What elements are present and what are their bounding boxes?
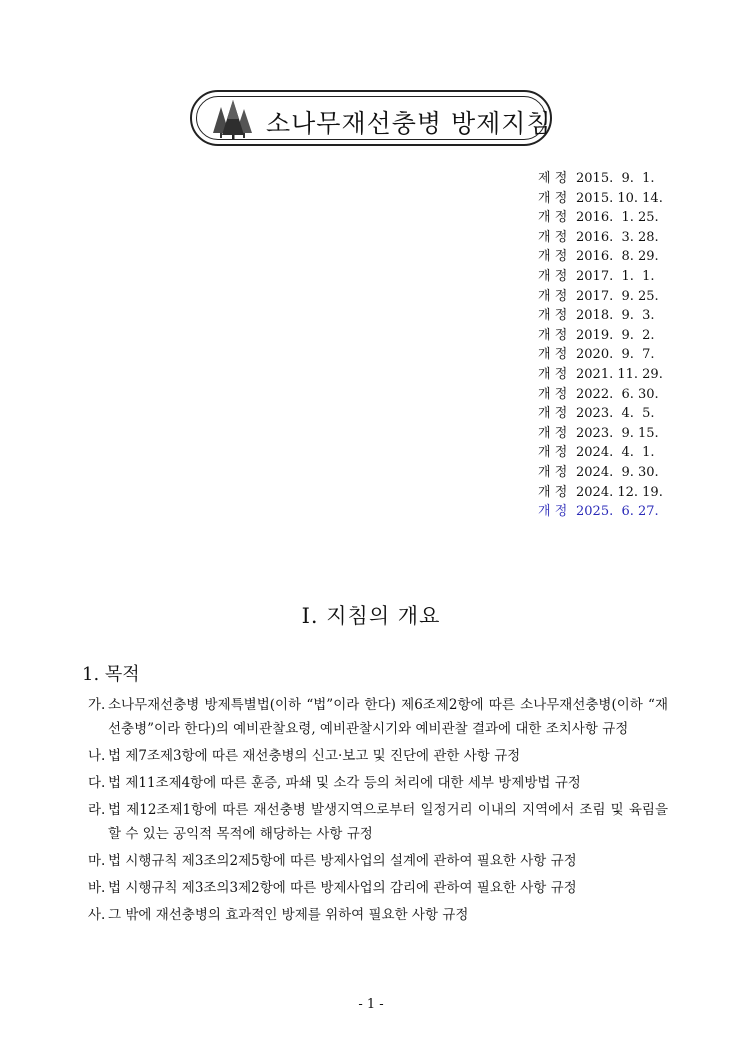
revision-entry: [538, 247, 662, 267]
revision-entry: [538, 404, 662, 424]
item-marker: 바.: [88, 880, 106, 896]
revision-label: 개 정: [538, 386, 568, 402]
revision-date: 2015. 10. 14.: [576, 190, 663, 206]
item-marker: 나.: [88, 748, 106, 764]
revision-label: 개 정: [538, 229, 568, 245]
revision-entry: [538, 502, 662, 522]
revision-label: 제 정: [538, 171, 568, 186]
revision-label: 개 정: [538, 504, 568, 520]
revision-entry: [538, 326, 662, 346]
item-text: 법 제7조제3항에 따른 재선충병의 신고·보고 및 진단에 관한 사항 규정: [108, 748, 521, 764]
revision-label: 개 정: [538, 190, 568, 206]
section-title: Ⅰ. 지침의 개요: [301, 604, 441, 628]
revision-entry: [538, 267, 662, 287]
revision-label: 개 정: [538, 406, 568, 422]
item-marker: 마.: [88, 853, 106, 869]
purpose-item: [88, 849, 668, 873]
revision-date: 2024. 12. 19.: [576, 484, 663, 500]
item-marker: 다.: [88, 775, 106, 791]
item-text: 그 밖에 재선충병의 효과적인 방제를 위하여 필요한 사항 규정: [108, 907, 469, 923]
revision-date: 2016. 3. 28.: [576, 229, 659, 245]
purpose-item: [88, 744, 668, 768]
document-title: 소나무재선충병 방제지침: [266, 109, 552, 138]
purpose-item: [88, 798, 668, 846]
revision-entry: [538, 463, 662, 483]
revision-entry: [538, 345, 662, 365]
subsection-title: 1. 목적: [82, 664, 140, 685]
item-marker: 가.: [88, 697, 106, 713]
revision-label: 개 정: [538, 249, 568, 265]
revision-entry: [538, 208, 662, 228]
revision-label: 개 정: [538, 484, 568, 500]
revision-entry: [538, 228, 662, 248]
revision-date: 2024. 9. 30.: [576, 464, 659, 480]
revision-history: [538, 169, 662, 522]
revision-label: 개 정: [538, 210, 568, 226]
revision-date: 2017. 9. 25.: [576, 288, 659, 304]
revision-label: 개 정: [538, 425, 568, 441]
revision-date: 2017. 1. 1.: [576, 268, 655, 284]
item-text: 소나무재선충병 방제특별법(이하 “법”이라 한다) 제6조제2항에 따른 소나무재선충병(이하 “재선충병”이라 한다)의 예비관찰요령, 예비관찰시기와 예비관찰 결과에 대한 조치사항 규정: [108, 697, 668, 737]
revision-date: 2015. 9. 1.: [576, 171, 655, 186]
revision-date: 2020. 9. 7.: [576, 347, 655, 363]
purpose-item: [88, 903, 668, 927]
revision-label: 개 정: [538, 464, 568, 480]
revision-date: 2021. 11. 29.: [576, 366, 663, 382]
revision-date: 2023. 9. 15.: [576, 425, 659, 441]
item-text: 법 제11조제4항에 따른 훈증, 파쇄 및 소각 등의 처리에 대한 세부 방제방법 규정: [108, 775, 581, 791]
item-text: 법 시행규칙 제3조의3제2항에 따른 방제사업의 감리에 관하여 필요한 사항 규정: [108, 880, 577, 896]
revision-label: 개 정: [538, 327, 568, 343]
revision-entry: [538, 424, 662, 444]
purpose-item: [88, 693, 668, 741]
revision-label: 개 정: [538, 288, 568, 304]
revision-label: 개 정: [538, 347, 568, 363]
revision-date: 2022. 6. 30.: [576, 386, 659, 402]
revision-label: 개 정: [538, 445, 568, 461]
revision-label: 개 정: [538, 268, 568, 284]
revision-entry: [538, 189, 662, 209]
revision-date: 2024. 4. 1.: [576, 445, 655, 461]
pine-trees-icon: [212, 99, 254, 139]
purpose-item: [88, 876, 668, 900]
revision-entry: [538, 385, 662, 405]
revision-date: 2016. 8. 29.: [576, 249, 659, 265]
revision-date: 2019. 9. 2.: [576, 327, 655, 343]
item-text: 법 제12조제1항에 따른 재선충병 발생지역으로부터 일정거리 이내의 지역에서 조림 및 육림을 할 수 있는 공익적 목적에 해당하는 사항 규정: [108, 802, 668, 842]
revision-date: 2023. 4. 5.: [576, 406, 655, 422]
purpose-list: [88, 693, 668, 930]
revision-entry: [538, 443, 662, 463]
revision-label: 개 정: [538, 308, 568, 324]
revision-entry: [538, 287, 662, 307]
revision-date: 2018. 9. 3.: [576, 308, 655, 324]
revision-entry: [538, 306, 662, 326]
revision-entry: [538, 169, 662, 189]
purpose-item: [88, 771, 668, 795]
revision-date: 2025. 6. 27.: [576, 504, 659, 520]
item-marker: 라.: [88, 802, 106, 818]
item-marker: 사.: [88, 907, 106, 923]
item-text: 법 시행규칙 제3조의2제5항에 따른 방제사업의 설계에 관하여 필요한 사항 규정: [108, 853, 577, 869]
document-title-box: [190, 90, 552, 146]
revision-entry: [538, 365, 662, 385]
page-number: - 1 -: [358, 997, 384, 1012]
revision-entry: [538, 483, 662, 503]
revision-date: 2016. 1. 25.: [576, 210, 659, 226]
revision-label: 개 정: [538, 366, 568, 382]
